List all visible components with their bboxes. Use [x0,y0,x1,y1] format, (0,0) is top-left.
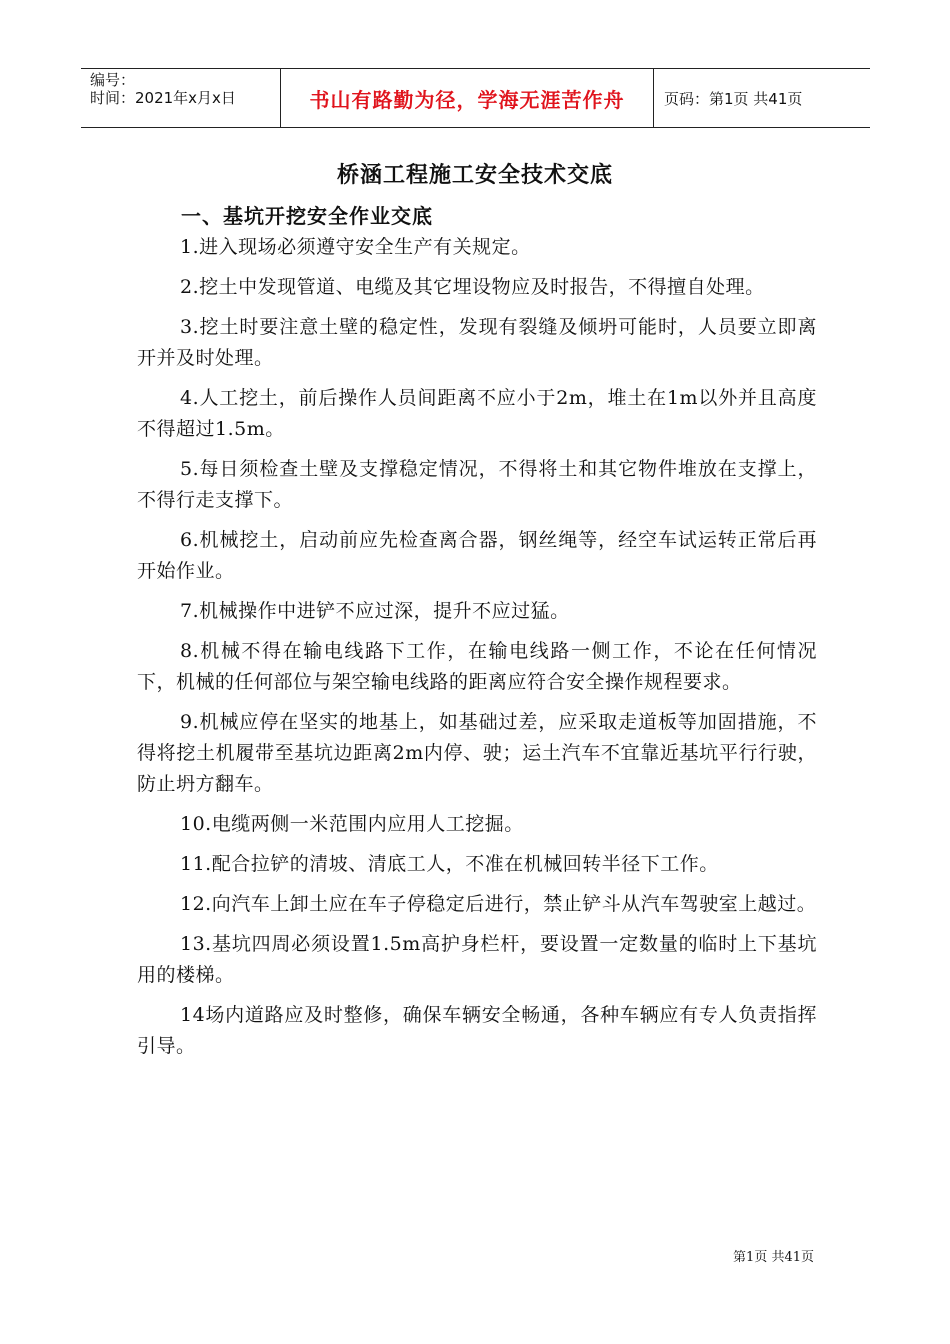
section-heading: 一、基坑开挖安全作业交底 [181,204,433,228]
document-time-label: 时间：2021年x月x日 [90,89,236,107]
document-title: 桥涵工程施工安全技术交底 [336,163,613,188]
document-content [137,232,817,1071]
paragraph: 14场内道路应及时整修，确保车辆安全畅通，各种车辆应有专人负责指挥引导。 [137,1004,817,1057]
paragraph: 5.每日须检查土壁及支撑稳定情况，不得将土和其它物件堆放在支撑上，不得行走支撑下。 [137,458,817,511]
paragraph: 4.人工挖土，前后操作人员间距离不应小于2m，堆土在1m以外并且高度不得超过1.5m。 [137,387,817,440]
paragraph: 12.向汽车上卸土应在车子停稳定后进行，禁止铲斗从汽车驾驶室上越过。 [180,893,817,915]
paragraph: 2.挖土中发现管道、电缆及其它埋设物应及时报告，不得擅自处理。 [180,276,765,298]
page-header [81,68,870,128]
header-page-info: 页码：第1页 共41页 [664,89,803,108]
paragraph: 8.机械不得在输电线路下工作，在输电线路一侧工作，不论在任何情况下，机械的任何部位与架空输电线路的距离应符合安全操作规程要求。 [137,640,817,693]
paragraph: 3.挖土时要注意土壁的稳定性，发现有裂缝及倾坍可能时，人员要立即离开并及时处理。 [137,316,817,369]
paragraph: 6.机械挖土，启动前应先检查离合器，钢丝绳等，经空车试运转正常后再开始作业。 [137,529,817,582]
paragraph: 7.机械操作中进铲不应过深，提升不应过猛。 [180,600,570,622]
header-page-cell [654,69,870,127]
page-footer: 第1页 共41页 [733,1250,814,1265]
paragraph: 10.电缆两侧一米范围内应用人工挖掘。 [180,813,524,835]
header-motto-cell [281,69,654,127]
paragraph: 9.机械应停在坚实的地基上，如基础过差，应采取走道板等加固措施，不得将挖土机履带至基坑边距离2m内停、驶；运土汽车不宜靠近基坑平行行驶，防止坍方翻车。 [137,711,817,795]
header-motto: 书山有路勤为径，学海无涯苦作舟 [309,87,625,112]
paragraph: 11.配合拉铲的清坡、清底工人，不准在机械回转半径下工作。 [180,853,719,875]
paragraph: 1.进入现场必须遵守安全生产有关规定。 [180,236,531,258]
paragraph: 13.基坑四周必须设置1.5m高护身栏杆，要设置一定数量的临时上下基坑用的楼梯。 [137,933,817,986]
document-code-label: 编号： [90,71,136,89]
header-meta-cell [81,69,281,127]
